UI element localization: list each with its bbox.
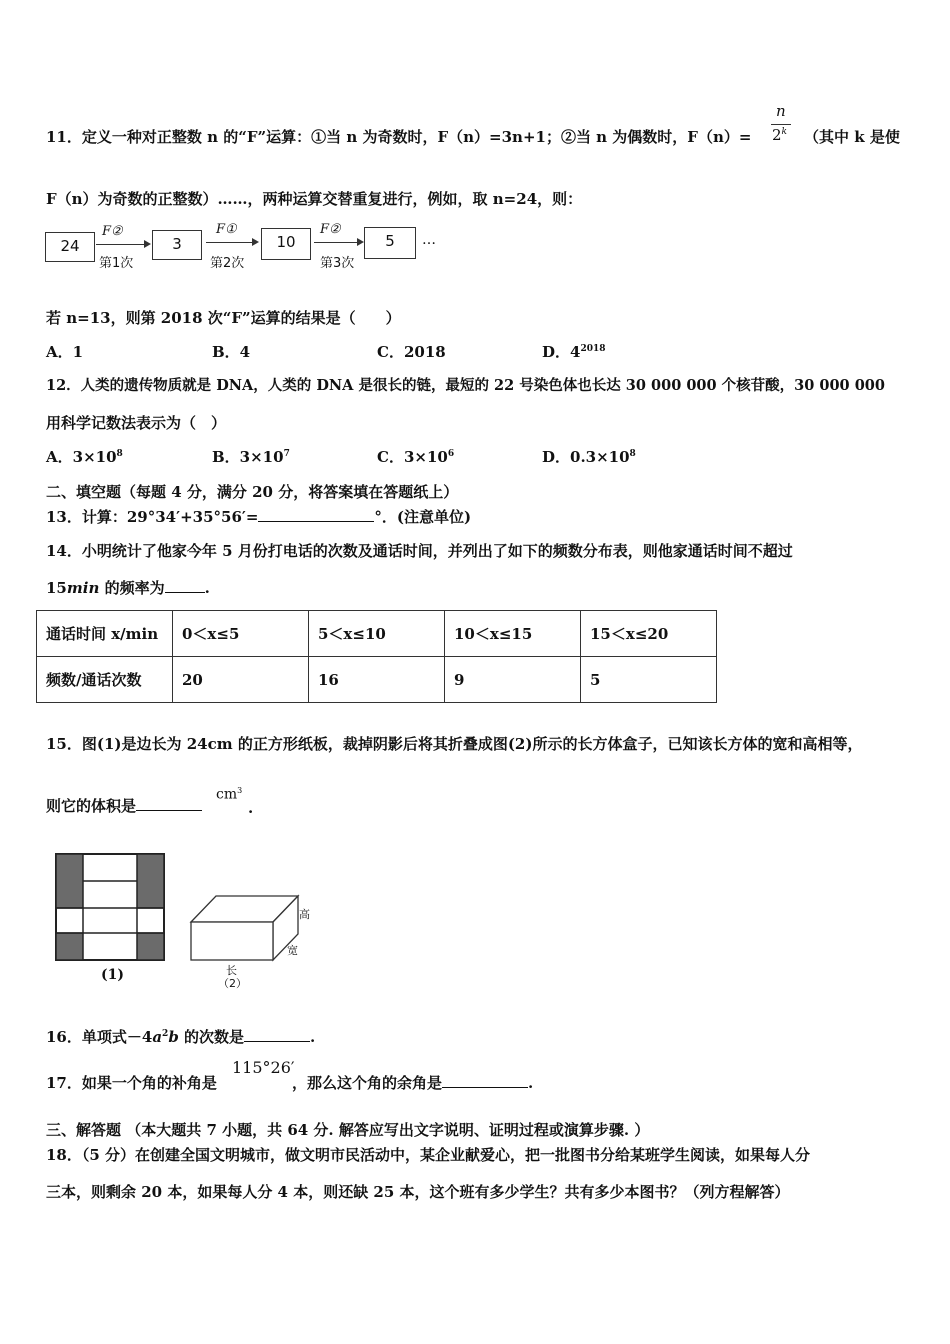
frequency-table	[36, 610, 717, 703]
table-cell: 通话时间 x/min	[37, 611, 173, 657]
q11-option-c: C．2018	[377, 343, 446, 361]
flow-arrow-3	[314, 242, 360, 243]
table-header-row	[37, 611, 717, 657]
table-cell: 5	[581, 657, 717, 703]
q15-unit: $cm^3$	[216, 786, 243, 803]
q16-answer-blank	[244, 1027, 310, 1042]
table-cell: 0＜x≤5	[173, 611, 309, 657]
q13-answer-blank	[258, 507, 374, 522]
table-cell: 15＜x≤20	[581, 611, 717, 657]
q18-line2: 三本，则剩余 20 本，如果每人分 4 本，则还缺 25 本，这个班有多少学生？共有多少本图书？（列方程解答）	[46, 1183, 790, 1201]
q11-text-a: 11．定义一种对正整数 n 的“F”运算：①当 n 为奇数时，F（n）=3n+1；②当 n 为偶数时，F（n）=	[46, 128, 752, 146]
arrow-head-icon	[357, 238, 364, 246]
table-cell: 10＜x≤15	[445, 611, 581, 657]
q14-answer-blank	[165, 578, 205, 593]
figure-2-label: （2）	[218, 977, 247, 990]
q18-line1: 18．（5 分）在创建全国文明城市，做文明市民活动中，某企业献爱心，把一批图书分给某班学生阅读，如果每人分	[46, 1146, 811, 1164]
q12-option-c: C．$3\times 10^6$	[377, 448, 455, 466]
section3-heading: 三、解答题 （本大题共 7 小题，共 64 分. 解答应写出文字说明、证明过程或演算步骤. ）	[46, 1121, 650, 1139]
q11-frac-numerator: n	[776, 102, 786, 120]
flow-ellipsis: …	[422, 232, 436, 248]
figure-2-box	[188, 890, 300, 962]
figure-1-net	[55, 853, 167, 963]
q14-line1: 14．小明统计了他家今年 5 月份打电话的次数及通话时间，并列出了如下的频数分布表，则他家通话时间不超过	[46, 542, 793, 560]
flow-step-1: 第1次	[99, 256, 134, 271]
q12-option-a: A．$3\times 10^8$	[46, 448, 123, 466]
q15-line2-end: .	[248, 799, 254, 817]
q11-line1-end: （其中 k 是使	[804, 128, 900, 146]
flow-box-3: 10	[261, 228, 311, 260]
q17-line: 17．如果一个角的补角是	[46, 1074, 217, 1092]
q12-option-d: D．$0.3\times 10^8$	[542, 448, 636, 466]
q11-line1	[46, 127, 751, 147]
q16-line: 16．单项式$-4a^2b$ 的次数是 .	[46, 1028, 316, 1046]
flow-box-2: 3	[152, 230, 202, 260]
q15-answer-blank	[136, 796, 202, 811]
flow-step-2: 第2次	[210, 256, 245, 271]
q17-answer-blank	[442, 1073, 528, 1088]
section2-heading: 二、填空题（每题 4 分，满分 20 分，将答案填在答题纸上）	[46, 483, 459, 501]
flow-op-3: F②	[320, 222, 341, 237]
table-cell: 20	[173, 657, 309, 703]
q11-option-b: B．4	[212, 343, 251, 361]
table-row	[37, 657, 717, 703]
figure-2-width-label: 宽	[287, 944, 298, 957]
table-cell: 5＜x≤10	[309, 611, 445, 657]
q17-line-end: ，那么这个角的余角是 .	[292, 1074, 534, 1092]
q12-line1: 12．人类的遗传物质就是 DNA，人类的 DNA 是很长的链，最短的 22 号染色体也长达 30 000 000 个核苷酸，30 000 000	[46, 377, 885, 394]
table-cell: 频数/通话次数	[37, 657, 173, 703]
flow-box-1: 24	[45, 232, 95, 262]
table-cell: 16	[309, 657, 445, 703]
figure-2-height-label: 高	[299, 908, 310, 921]
flow-step-3: 第3次	[320, 256, 355, 271]
q11-option-d: D．$4^{2018}$	[542, 343, 606, 361]
q12-line2: 用科学记数法表示为（ ）	[46, 414, 227, 432]
arrow-head-icon	[144, 240, 151, 248]
flow-arrow-1	[96, 244, 148, 245]
q11-line2: F（n）为奇数的正整数）……，两种运算交替重复进行，例如，取 n=24，则：	[46, 190, 583, 208]
figure-1-label: (1)	[101, 967, 124, 983]
q12-option-b: B．$3\times 10^7$	[212, 448, 290, 466]
q11-option-a: A．1	[46, 343, 84, 361]
q11-frac-denominator: 2$^k$	[772, 126, 788, 144]
flow-box-4: 5	[364, 227, 416, 259]
q11-frac-bar	[771, 124, 791, 125]
q17-angle: 115°26′	[232, 1058, 295, 1077]
q13-line: 13．计算：29°34′+35°56′= °．(注意单位)	[46, 508, 472, 526]
table-cell: 9	[445, 657, 581, 703]
q14-line2: 15min 的频率为 .	[46, 579, 210, 597]
flow-op-1: F②	[102, 224, 123, 239]
flow-arrow-2	[206, 242, 256, 243]
q11-flow-diagram	[44, 222, 439, 274]
q15-line2: 则它的体积是	[46, 796, 202, 816]
q15-line1: 15．图(1)是边长为 24cm 的正方形纸板，裁掉阴影后将其折叠成图(2)所示的长方体盒子，已知该长方体的宽和高相等，	[46, 735, 863, 753]
figure-2-length-label: 长	[226, 964, 237, 977]
q11-question: 若 n=13，则第 2018 次“F”运算的结果是（ ）	[46, 309, 401, 327]
arrow-head-icon	[252, 238, 259, 246]
flow-op-2: F①	[216, 222, 237, 237]
